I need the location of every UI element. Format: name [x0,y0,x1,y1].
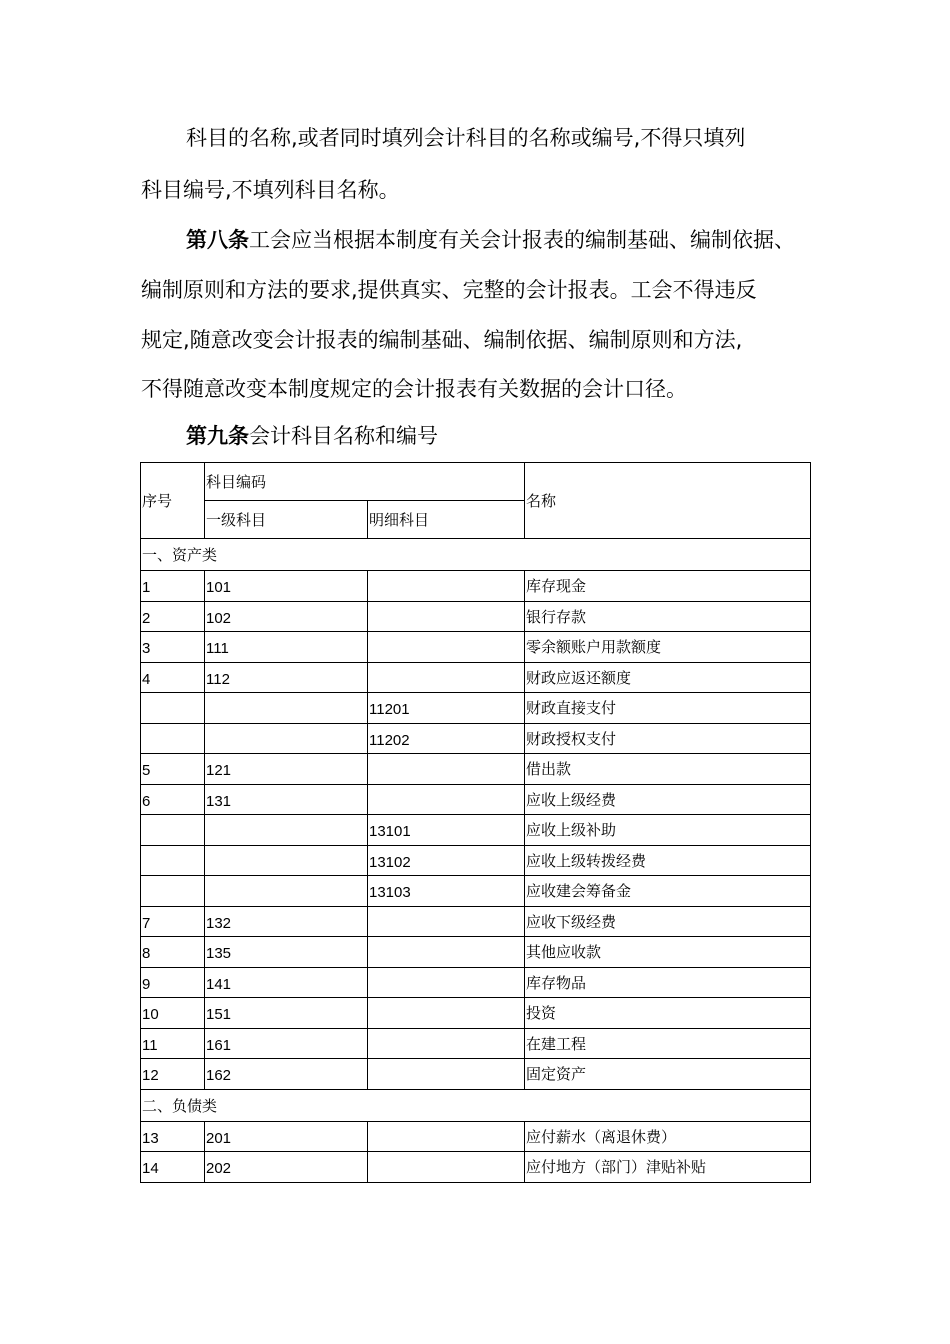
cell-seq: 1 [141,571,205,602]
paragraph-1 [186,123,745,153]
table-row [141,1059,811,1090]
cell-detail [368,967,525,998]
table-row [141,784,811,815]
header-name: 名称 [525,463,811,539]
table-row [141,723,811,754]
cell-seq: 9 [141,967,205,998]
cell-detail [368,784,525,815]
cell-seq: 10 [141,998,205,1029]
cell-level1: 132 [205,906,368,937]
cell-detail [368,1121,525,1152]
category-row [141,539,811,571]
cell-detail [368,601,525,632]
category-liabilities: 二、负债类 [141,1089,811,1121]
article-8-heading [186,225,795,255]
cell-name: 应收上级补助 [525,815,811,846]
paragraph-text: 规定,随意改变会计报表的编制基础、编制依据、编制原则和方法, [141,328,743,352]
table-row [141,693,811,724]
paragraph-text: 不得随意改变本制度规定的会计报表有关数据的会计口径。 [141,377,687,401]
table-row [141,906,811,937]
cell-level1: 112 [205,662,368,693]
cell-name: 应收下级经费 [525,906,811,937]
cell-detail [368,1059,525,1090]
account-table-body [141,463,811,1183]
category-assets: 一、资产类 [141,539,811,571]
cell-level1: 121 [205,754,368,785]
paragraph-text: 科目的名称,或者同时填列会计科目的名称或编号,不得只填列 [186,126,746,150]
cell-level1 [205,876,368,907]
paragraph-5 [141,325,742,355]
cell-seq: 4 [141,662,205,693]
cell-detail: 13103 [368,876,525,907]
cell-level1: 201 [205,1121,368,1152]
cell-seq: 7 [141,906,205,937]
cell-seq: 5 [141,754,205,785]
cell-name: 其他应收款 [525,937,811,968]
cell-name: 财政直接支付 [525,693,811,724]
header-level1: 一级科目 [205,501,368,539]
header-detail: 明细科目 [368,501,525,539]
table-row [141,1121,811,1152]
article-9-heading [186,421,438,451]
cell-seq [141,876,205,907]
cell-name: 应收上级转拨经费 [525,845,811,876]
cell-detail [368,571,525,602]
cell-name: 零余额账户用款额度 [525,632,811,663]
account-table [140,462,811,1183]
paragraph-text: 会计科目名称和编号 [249,424,438,448]
cell-detail [368,937,525,968]
article-number: 第九条 [186,424,249,448]
header-seq: 序号 [141,463,205,539]
cell-seq: 12 [141,1059,205,1090]
cell-seq: 13 [141,1121,205,1152]
table-row [141,571,811,602]
category-row [141,1089,811,1121]
cell-level1 [205,815,368,846]
cell-name: 财政应返还额度 [525,662,811,693]
cell-seq: 3 [141,632,205,663]
cell-name: 应付薪水（离退休费） [525,1121,811,1152]
cell-seq [141,693,205,724]
paragraph-6 [141,374,687,404]
cell-detail [368,998,525,1029]
cell-detail [368,906,525,937]
paragraph-4 [141,275,757,305]
cell-level1: 141 [205,967,368,998]
cell-name: 固定资产 [525,1059,811,1090]
cell-detail [368,754,525,785]
cell-level1: 162 [205,1059,368,1090]
cell-name: 应付地方（部门）津贴补贴 [525,1152,811,1183]
table-row [141,845,811,876]
cell-name: 银行存款 [525,601,811,632]
cell-seq: 6 [141,784,205,815]
cell-name: 在建工程 [525,1028,811,1059]
cell-seq [141,845,205,876]
cell-seq [141,723,205,754]
table-row [141,754,811,785]
header-code-group: 科目编码 [205,463,525,501]
cell-level1: 161 [205,1028,368,1059]
paragraph-2 [141,175,400,205]
cell-level1: 101 [205,571,368,602]
cell-name: 财政授权支付 [525,723,811,754]
table-row [141,1028,811,1059]
table-row [141,662,811,693]
cell-detail: 11201 [368,693,525,724]
cell-seq: 14 [141,1152,205,1183]
cell-level1: 151 [205,998,368,1029]
header-row-1 [141,463,811,501]
cell-detail [368,1152,525,1183]
table-row [141,601,811,632]
cell-level1: 131 [205,784,368,815]
paragraph-text: 编制原则和方法的要求,提供真实、完整的会计报表。工会不得违反 [141,278,757,302]
cell-name: 借出款 [525,754,811,785]
cell-detail [368,662,525,693]
cell-seq: 11 [141,1028,205,1059]
cell-name: 库存现金 [525,571,811,602]
cell-name: 应收上级经费 [525,784,811,815]
table-row [141,632,811,663]
cell-seq [141,815,205,846]
cell-level1 [205,845,368,876]
table-row [141,1152,811,1183]
cell-level1: 135 [205,937,368,968]
cell-level1 [205,693,368,724]
table-row [141,815,811,846]
table-row [141,937,811,968]
cell-seq: 8 [141,937,205,968]
cell-level1 [205,723,368,754]
cell-detail: 13102 [368,845,525,876]
cell-name: 库存物品 [525,967,811,998]
cell-level1: 202 [205,1152,368,1183]
cell-name: 应收建会筹备金 [525,876,811,907]
cell-detail [368,1028,525,1059]
cell-level1: 102 [205,601,368,632]
cell-name: 投资 [525,998,811,1029]
cell-detail: 13101 [368,815,525,846]
cell-detail [368,632,525,663]
paragraph-text: 工会应当根据本制度有关会计报表的编制基础、编制依据、 [249,228,795,252]
paragraph-text: 科目编号,不填列科目名称。 [141,178,400,202]
cell-seq: 2 [141,601,205,632]
table-row [141,998,811,1029]
cell-level1: 111 [205,632,368,663]
article-number: 第八条 [186,228,249,252]
table-row [141,967,811,998]
table-row [141,876,811,907]
cell-detail: 11202 [368,723,525,754]
